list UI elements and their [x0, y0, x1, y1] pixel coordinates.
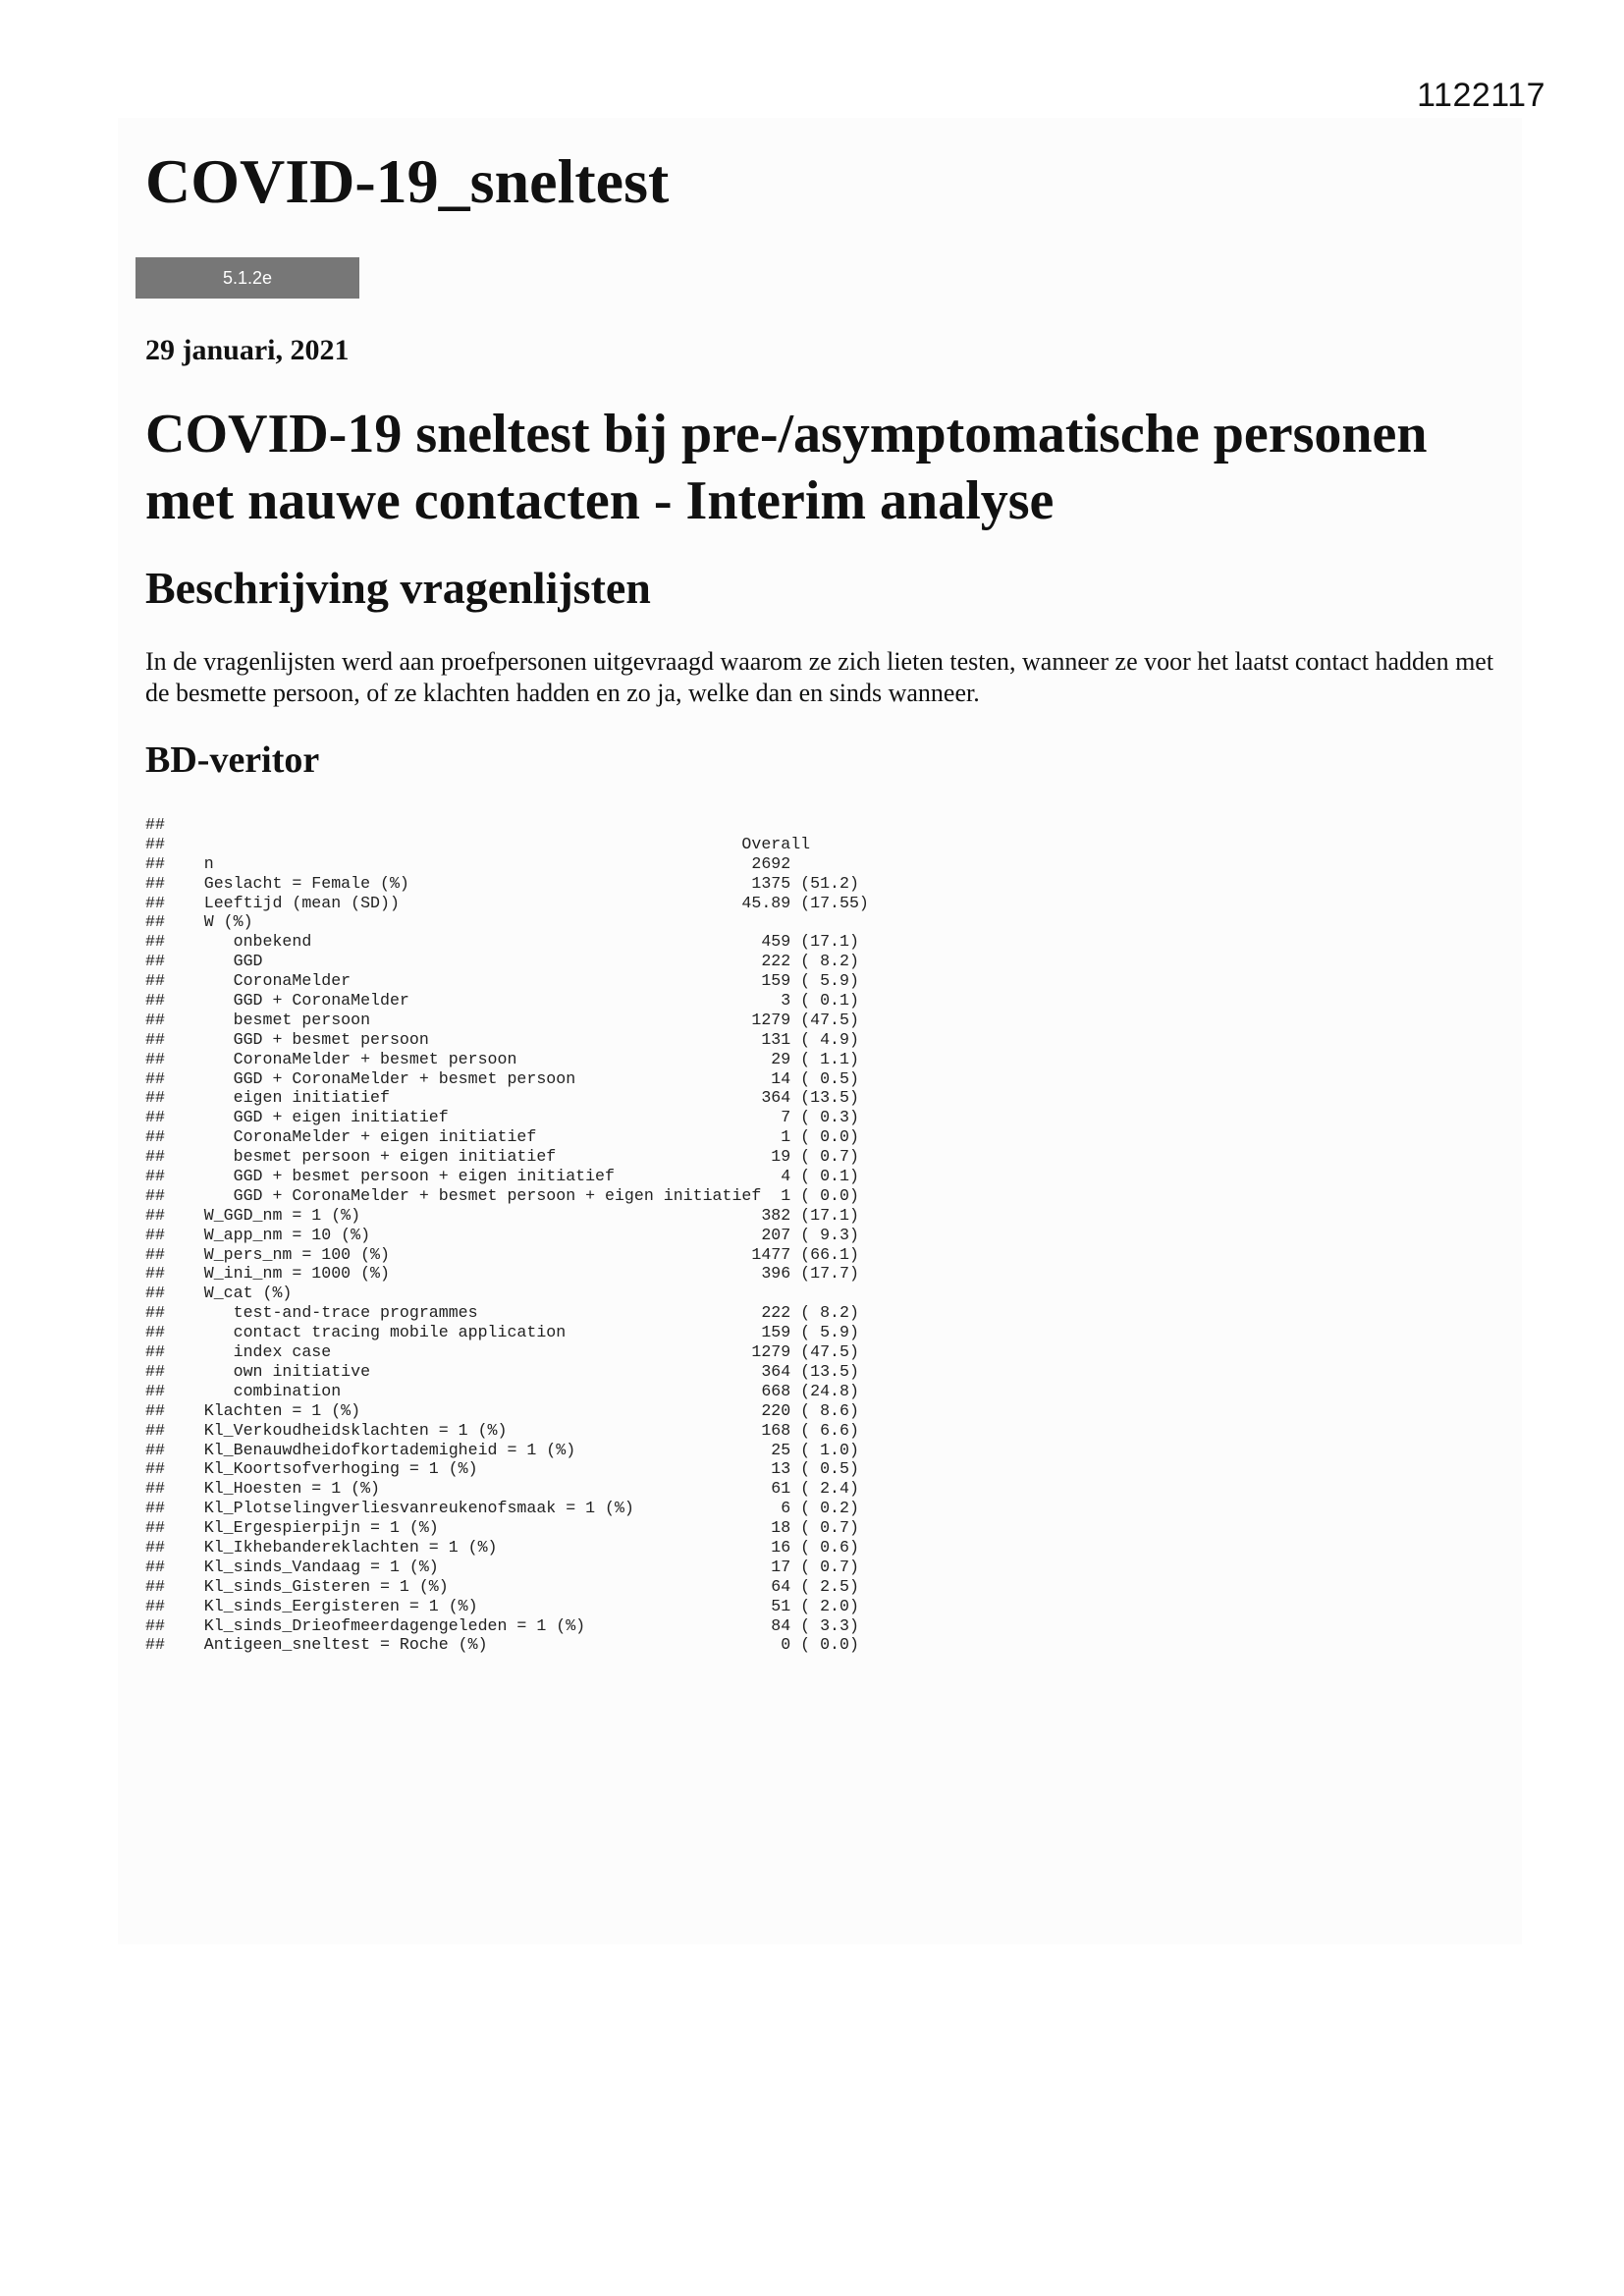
r-output-line: ## Kl_Plotselingverliesvanreukenofsmaak = 1 (%) 6 ( 0.2): [145, 1499, 859, 1518]
r-output-line: ## GGD + CoronaMelder 3 ( 0.1): [145, 991, 859, 1011]
r-output-line: ## GGD + CoronaMelder + besmet persoon + eigen initiatief 1 ( 0.0): [145, 1185, 859, 1205]
r-output-line: ## Antigeen_sneltest = Roche (%) 0 ( 0.0): [145, 1635, 859, 1655]
r-output-line: ## CoronaMelder 159 ( 5.9): [145, 971, 859, 991]
r-output-line: ## W_cat (%): [145, 1284, 293, 1303]
r-output-line: ## CoronaMelder + besmet persoon 29 ( 1.1): [145, 1049, 859, 1068]
r-output-line: ## Kl_Hoesten = 1 (%) 61 ( 2.4): [145, 1479, 859, 1499]
r-output-line: ## GGD + besmet persoon + eigen initiatief 4 ( 0.1): [145, 1167, 859, 1186]
r-output-line: ## combination 668 (24.8): [145, 1381, 859, 1400]
r-output-line: ## onbekend 459 (17.1): [145, 932, 859, 952]
r-output-line: ## Kl_sinds_Gisteren = 1 (%) 64 ( 2.5): [145, 1576, 859, 1596]
r-output-line: ## Kl_sinds_Drieofmeerdagengeleden = 1 (%) 84 ( 3.3): [145, 1615, 859, 1635]
sub-heading: BD-veritor: [145, 739, 320, 781]
r-output-line: ##: [145, 815, 165, 834]
r-output-line: ## Kl_Ikhebandereklachten = 1 (%) 16 ( 0.6): [145, 1537, 859, 1557]
r-output-line: ## W (%): [145, 912, 253, 932]
r-output-line: ## Geslacht = Female (%) 1375 (51.2): [145, 873, 859, 893]
r-output-line: ## Leeftijd (mean (SD)) 45.89 (17.55): [145, 893, 869, 912]
r-output-line: ## Kl_sinds_Vandaag = 1 (%) 17 ( 0.7): [145, 1557, 859, 1576]
r-output-line: ## GGD + besmet persoon 131 ( 4.9): [145, 1029, 859, 1049]
r-output-line: ## besmet persoon + eigen initiatief 19 ( 0.7): [145, 1147, 859, 1167]
main-heading: COVID-19 sneltest bij pre-/asymptomatische personen met nauwe contacten - Interim analyse: [145, 404, 1428, 532]
r-output-line: ## Kl_Ergespierpijn = 1 (%) 18 ( 0.7): [145, 1518, 859, 1538]
r-output-line: ## index case 1279 (47.5): [145, 1342, 859, 1362]
r-output-block: [145, 815, 869, 1655]
r-output-line: ## Kl_Verkoudheidsklachten = 1 (%) 168 ( 6.6): [145, 1420, 859, 1440]
r-output-line: ## W_GGD_nm = 1 (%) 382 (17.1): [145, 1205, 859, 1225]
document-date: 29 januari, 2021: [145, 334, 350, 366]
r-output-line: ## Overall: [145, 834, 811, 853]
r-output-line: ## W_pers_nm = 100 (%) 1477 (66.1): [145, 1244, 859, 1264]
r-output-line: ## GGD + eigen initiatief 7 ( 0.3): [145, 1108, 859, 1127]
r-output-line: ## test-and-trace programmes 222 ( 8.2): [145, 1303, 859, 1323]
r-output-line: ## n 2692: [145, 853, 791, 873]
r-output-line: ## eigen initiatief 364 (13.5): [145, 1088, 859, 1108]
section-heading: Beschrijving vragenlijsten: [145, 563, 651, 613]
r-output-line: ## Kl_Benauwdheidofkortademigheid = 1 (%) 25 ( 1.0): [145, 1440, 859, 1459]
r-output-line: ## W_app_nm = 10 (%) 207 ( 9.3): [145, 1225, 859, 1244]
r-output-line: ## Klachten = 1 (%) 220 ( 8.6): [145, 1400, 859, 1420]
r-output-line: ## Kl_Koortsofverhoging = 1 (%) 13 ( 0.5): [145, 1459, 859, 1479]
r-output-line: ## GGD 222 ( 8.2): [145, 952, 859, 971]
redaction-label: 5.1.2e: [222, 267, 273, 288]
r-output-line: ## contact tracing mobile application 159 ( 5.9): [145, 1323, 859, 1342]
document-number: 1122117: [1417, 77, 1545, 114]
redaction-box: [135, 257, 359, 299]
r-output-line: ## CoronaMelder + eigen initiatief 1 ( 0.0): [145, 1127, 859, 1147]
r-output-line: ## Kl_sinds_Eergisteren = 1 (%) 51 ( 2.0): [145, 1596, 859, 1615]
page-title: COVID-19_sneltest: [145, 146, 670, 216]
r-output-line: ## W_ini_nm = 1000 (%) 396 (17.7): [145, 1264, 859, 1284]
r-output-line: ## besmet persoon 1279 (47.5): [145, 1010, 859, 1029]
r-output-line: ## GGD + CoronaMelder + besmet persoon 14 ( 0.5): [145, 1068, 859, 1088]
intro-paragraph: In de vragenlijsten werd aan proefpersonen uitgevraagd waarom ze zich lieten testen, wanneer ze voor het laatst contact hadden met de besmette persoon, of ze klachten hadden en zo ja, welke dan en sinds wanneer.: [145, 647, 1494, 707]
r-output-line: ## own initiative 364 (13.5): [145, 1361, 859, 1381]
